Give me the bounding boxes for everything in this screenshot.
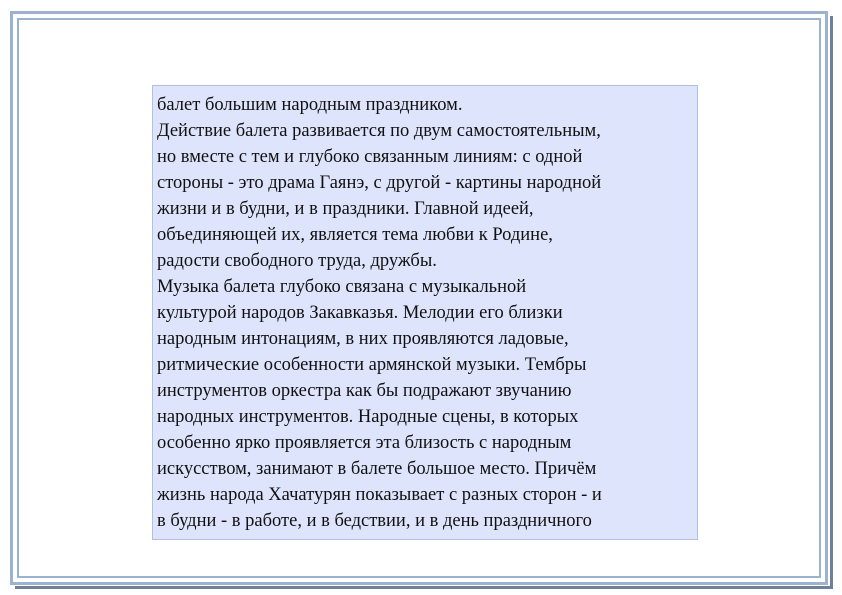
text-line: искусством, занимают в балете большое место. Причём: [157, 459, 597, 479]
text-line: но вместе с тем и глубоко связанным линиям: с одной: [157, 147, 583, 167]
text-line: ритмические особенности армянской музыки. Тембры: [157, 355, 587, 375]
text-line: народным интонациям, в них проявляются ладовые,: [157, 329, 569, 349]
text-line: культурой народов Закавказья. Мелодии его близки: [157, 303, 563, 323]
text-line: радости свободного труда, дружбы.: [157, 251, 437, 271]
text-line: стороны - это драма Гаянэ, с другой - картины народной: [157, 173, 602, 193]
text-line: особенно ярко проявляется эта близость с народным: [157, 433, 572, 453]
text-line: инструментов оркестра как бы подражают звучанию: [157, 381, 572, 401]
text-box: [152, 85, 698, 540]
body-text: [157, 92, 697, 534]
text-line: балет большим народным праздником.: [157, 95, 463, 115]
text-line: Музыка балета глубоко связана с музыкальной: [157, 277, 527, 297]
text-line: народных инструментов. Народные сцены, в которых: [157, 407, 579, 427]
text-line: жизнь народа Хачатурян показывает с разных сторон - и: [157, 485, 602, 505]
text-line: в будни - в работе, и в бедствии, и в день праздничного: [157, 511, 592, 531]
text-line: жизни и в будни, и в праздники. Главной идеей,: [157, 199, 534, 219]
text-line: объединяющей их, является тема любви к Родине,: [157, 225, 553, 245]
text-line: Действие балета развивается по двум самостоятельным,: [157, 121, 601, 141]
